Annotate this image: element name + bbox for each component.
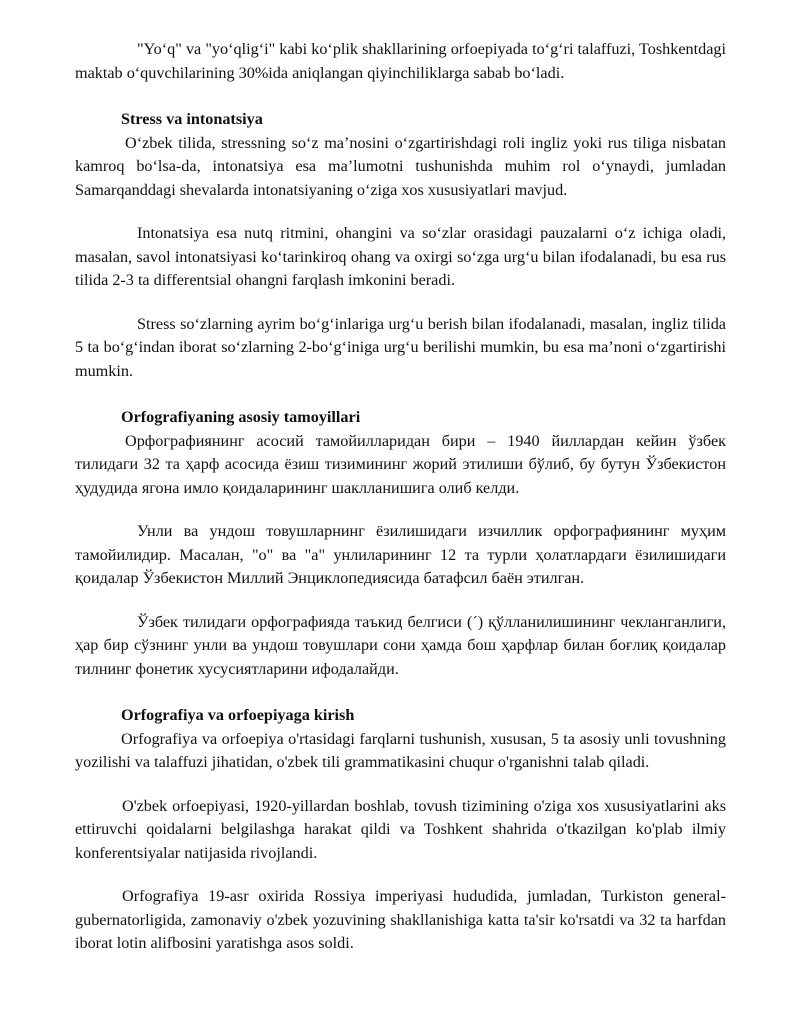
heading-orthography-intro: Orfografiya va orfoepiyaga kirish	[121, 706, 355, 724]
heading-stress-intonation: Stress va intonatsiya	[121, 110, 263, 128]
paragraph-stress-syllables: Stress so‘zlarning ayrim bo‘g‘inlariga urg‘u berish bilan ifodalanadi, masalan, ingliz tilida 5 ta bo‘g‘indan iborat so‘zlarning 2-bo‘g‘iniga urg‘u berilishi mumkin, bu esa ma’noni o‘zgartirishi mumkin.	[75, 314, 726, 380]
paragraph-orthography-orthoepy-difference: Orfografiya va orfoepiya o'rtasidagi farqlarni tushunish, xususan, 5 ta asosiy unli tovushning yozilishi va talaffuzi jihatidan, o'zbek tili grammatikasini chuqur o'rganishni talab qiladi.	[75, 729, 726, 771]
paragraph-vowel-consonant-spelling: Унли ва ундош товушларнинг ёзилишидаги изчиллик орфографиянинг муҳим тамойилидир. Масалан, "о" ва "а" унлиларининг 12 та турли ҳолатлардаги ёзилишидаги қоидалар Ўзбекистон Миллий Энциклопедиясида батафсил баён этилган.	[75, 522, 726, 587]
paragraph-orthography-principle-1940: Орфографиянинг асосий тамойилларидан бири – 1940 йиллардан кейин ўзбек тилидаги 32 та ҳарф асосида ёзиш тизимининг жорий этилиши бўлиб, бу бутун Ўзбекистон ҳудудида ягона имло қоидаларининг шаклланишига олиб келди.	[75, 431, 726, 497]
heading-orthography-principles: Orfografiyaning asosiy tamoyillari	[121, 408, 361, 426]
paragraph-orthoepy-plural: "Yo‘q" va "yo‘qlig‘i" kabi ko‘plik shakllarining orfoepiyada to‘g‘ri talaffuzi, Toshkentdagi maktab o‘quvchilarining 30%ida aniqlangan qiyinchiliklarga sabab bo‘ladi.	[75, 40, 726, 82]
paragraph-stress-role: O‘zbek tilida, stressning so‘z ma’nosini o‘zgartirishdagi roli ingliz yoki rus tiliga nisbatan kamroq bo‘lsa-da, intonatsiya esa ma’lumotni tushunishda muhim rol o‘ynaydi, jumladan Samarqanddagi shevalarda intonatsiyaning o‘ziga xos xususiyatlari mavjud.	[75, 133, 726, 199]
paragraph-intonation-rhythm: Intonatsiya esa nutq ritmini, ohangini va so‘zlar orasidagi pauzalarni o‘z ichiga oladi, masalan, savol intonatsiyasi ko‘tarinkiroq ohang va oxirgi so‘zga urg‘u bilan ifodalanadi, bu esa rus tilida 2-3 ta differentsial ohangni farqlash imkonini beradi.	[75, 224, 726, 289]
paragraph-orthography-19th-century: Orfografiya 19-asr oxirida Rossiya imperiyasi hududida, jumladan, Turkiston general-gubernatorligida, zamonaviy o'zbek yozuvining shakllanishiga katta ta'sir ko'rsatdi va 32 ta harfdan iborat lotin alifbosini yaratishga asos soldi.	[75, 887, 726, 952]
paragraph-uzbek-orthoepy-1920: O'zbek orfoepiyasi, 1920-yillardan boshlab, tovush tizimining o'ziga xos xususiyatlarini aks ettiruvchi qoidalarni belgilashga harakat qildi va Toshkent shahrida o'tkazilgan ko'plab ilmiy konferentsiyalar natijasida rivojlandi.	[75, 796, 726, 862]
paragraph-stress-mark-usage: Ўзбек тилидаги орфографияда таъкид белгиси (´) қўлланилишининг чекланганлиги, ҳар бир сўзнинг унли ва ундош товушлари сони ҳамда бош ҳарфлар билан боғлиқ қоидалар тилнинг фонетик хусусиятларини ифодалайди.	[75, 612, 726, 678]
